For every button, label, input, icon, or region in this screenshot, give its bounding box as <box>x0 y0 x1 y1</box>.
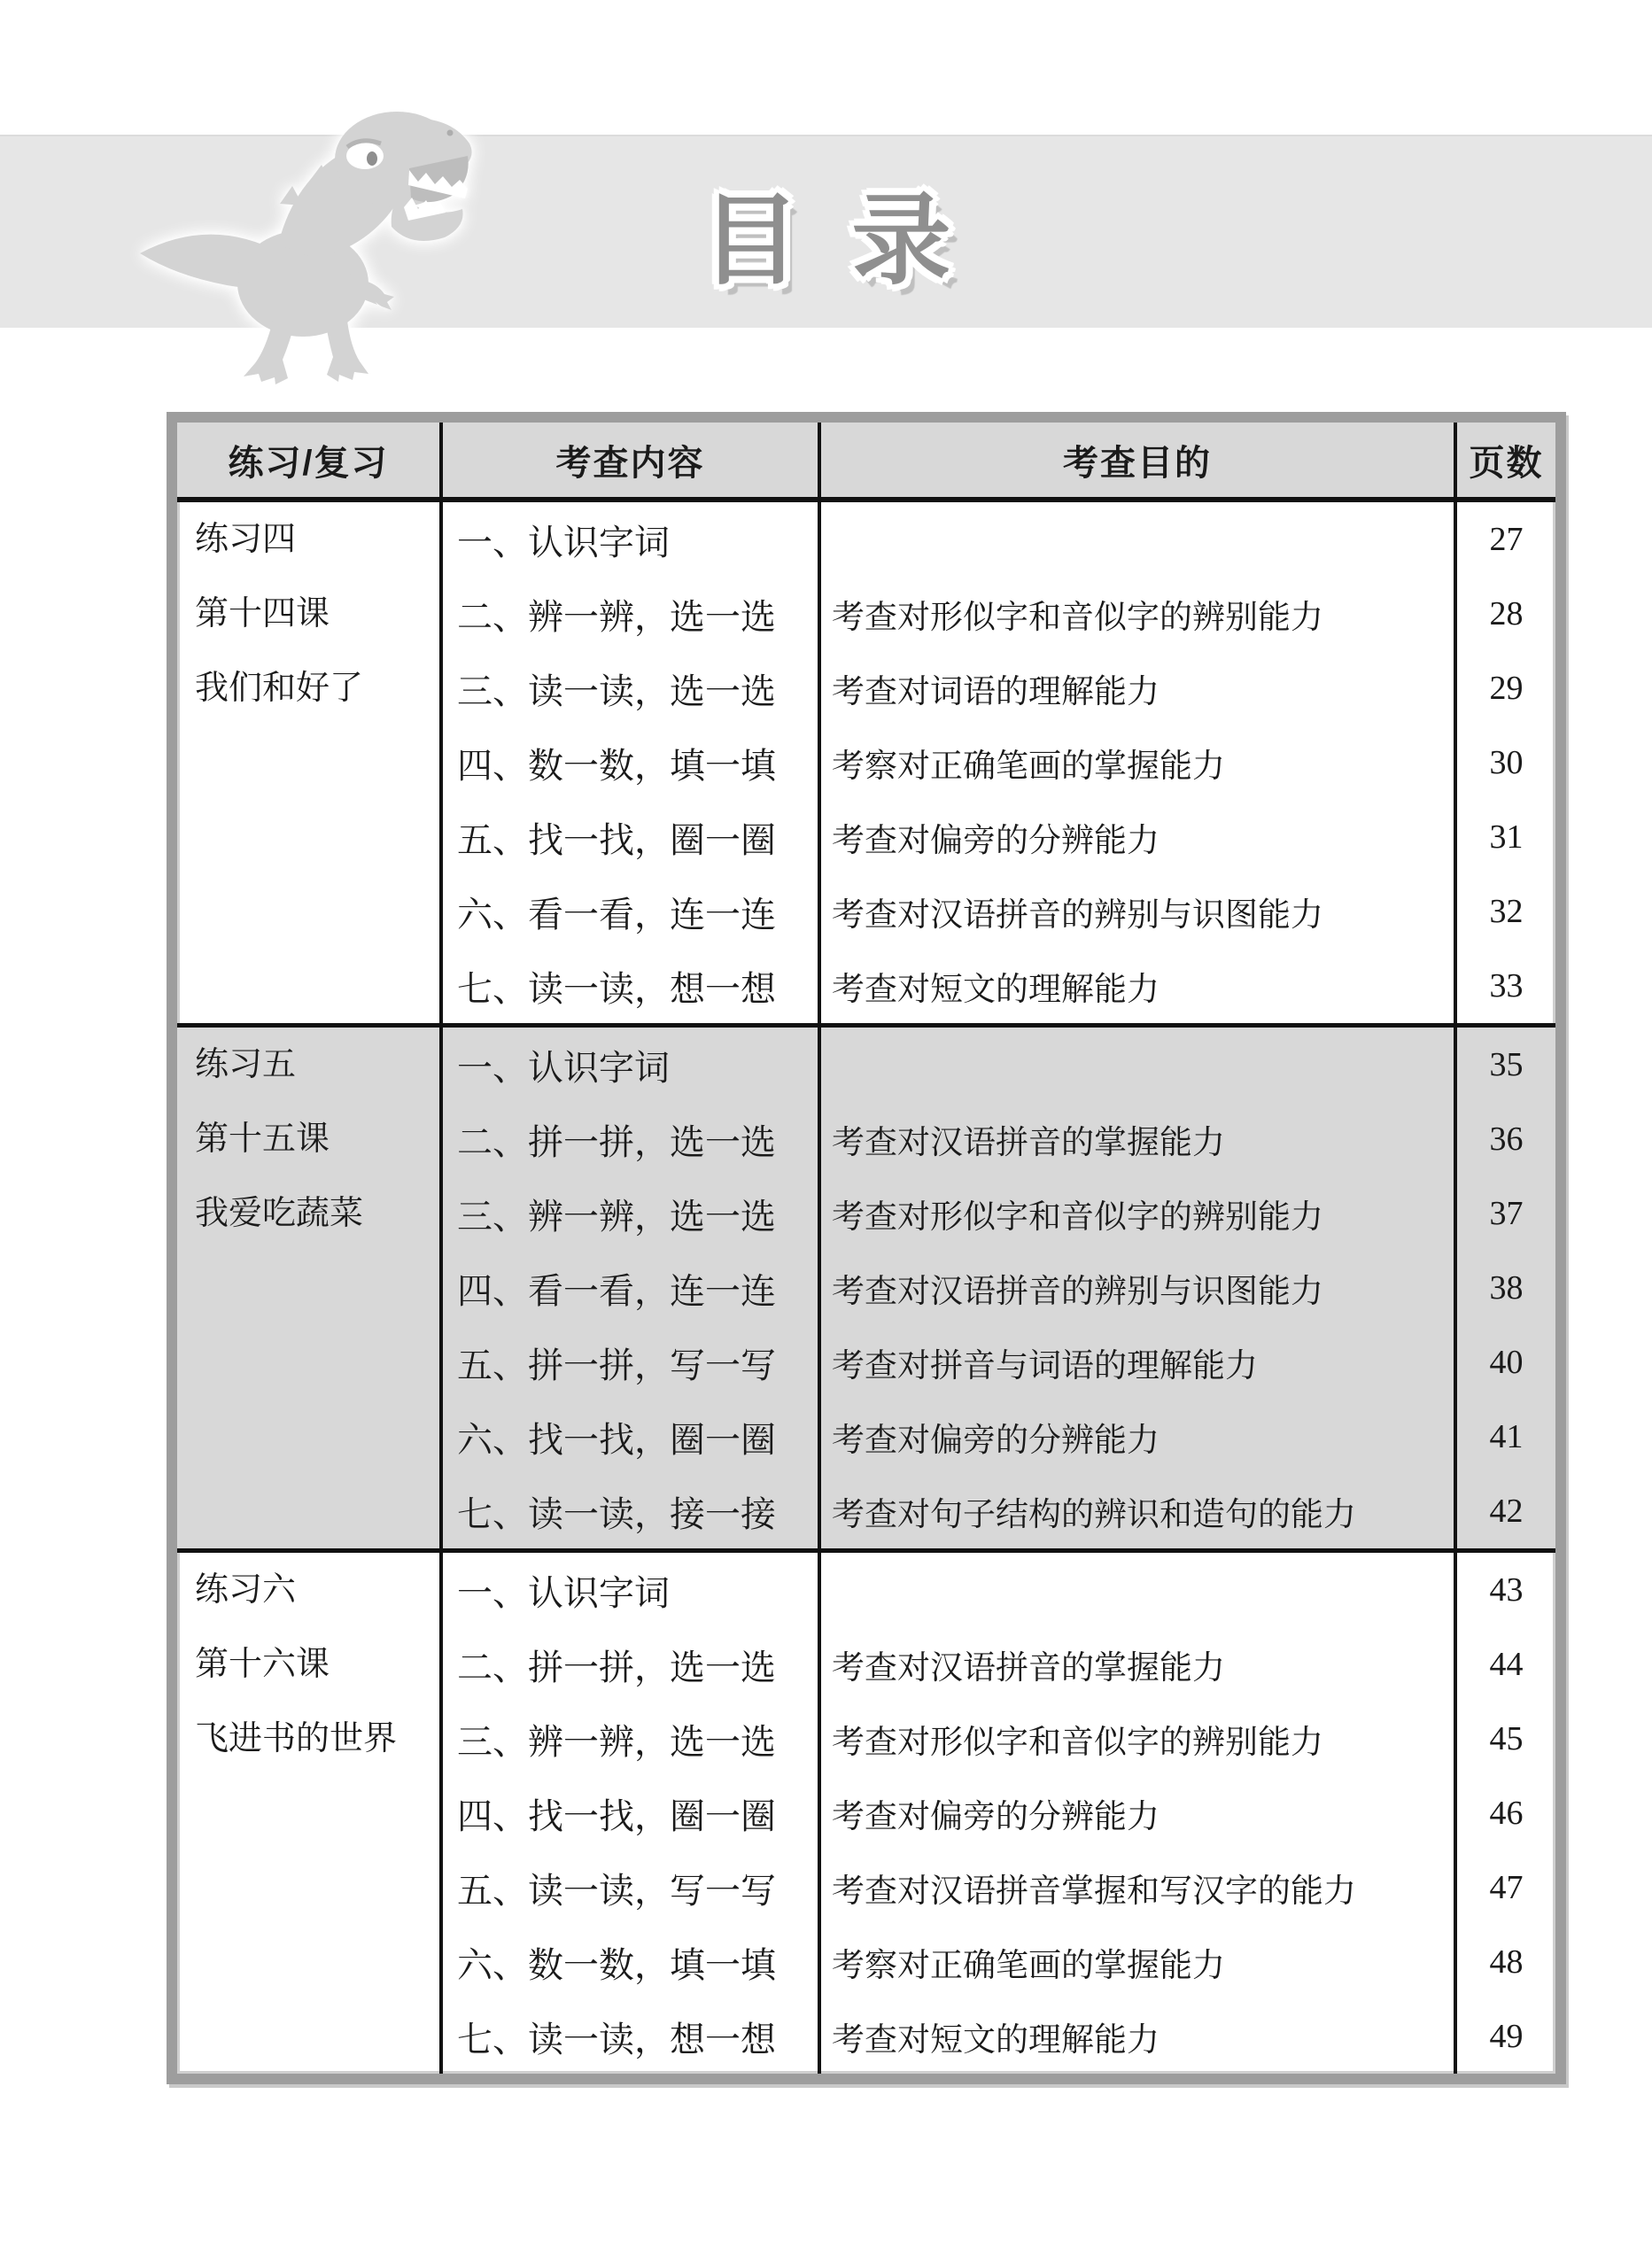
purpose-cell: 考查对形似字和音似字的辨别能力 <box>821 577 1457 651</box>
content-cell: 二、拼一拼，选一选 <box>443 1102 821 1176</box>
dino-leg-right <box>326 321 368 382</box>
purpose-cell: 考查对偏旁的分辨能力 <box>821 1776 1457 1850</box>
purpose-cell: 考查对偏旁的分辨能力 <box>821 1400 1457 1474</box>
page-number-cell: 35 <box>1489 1046 1524 1083</box>
content-cell: 五、拼一拼，写一写 <box>443 1325 821 1400</box>
exercise-cell <box>177 1028 443 1548</box>
page-number-cell: 32 <box>1489 893 1524 930</box>
content-cell: 二、辨一辨，选一选 <box>443 577 821 651</box>
section-exercise-4 <box>177 502 1555 1023</box>
content-cell: 一、认识字词 <box>443 1553 821 1627</box>
section-exercise-6 <box>177 1548 1555 2074</box>
content-cell: 三、辨一辨，选一选 <box>443 1702 821 1776</box>
page-number-cell: 41 <box>1489 1418 1524 1455</box>
content-cell: 六、看一看，连一连 <box>443 874 821 949</box>
header-content: 考查内容 <box>443 423 821 497</box>
dino-nostril <box>447 130 454 136</box>
exercise-cell <box>177 502 443 1023</box>
content-cell: 五、读一读，写一写 <box>443 1850 821 1925</box>
purpose-cell <box>821 1553 1457 1627</box>
exercise-label: 练习四 <box>195 521 297 558</box>
page-number-cell: 46 <box>1489 1795 1524 1832</box>
content-cell: 四、数一数，填一填 <box>443 725 821 800</box>
page-number-cell: 30 <box>1489 744 1524 781</box>
header-purpose: 考查目的 <box>821 423 1457 497</box>
content-cell: 六、数一数，填一填 <box>443 1925 821 1999</box>
content-cell: 二、拼一拼，选一选 <box>443 1627 821 1702</box>
dino-leg-left <box>244 321 294 384</box>
page-number-cell: 38 <box>1489 1269 1524 1307</box>
page-number-cell: 27 <box>1489 521 1524 558</box>
lesson-title-label: 飞进书的世界 <box>195 1720 398 1757</box>
purpose-cell <box>821 502 1457 577</box>
content-cell: 七、读一读，想一想 <box>443 949 821 1023</box>
page-number-cell: 47 <box>1489 1869 1524 1906</box>
lesson-label: 第十五课 <box>195 1121 330 1158</box>
purpose-cell: 考查对词语的理解能力 <box>821 651 1457 725</box>
content-cell: 七、读一读，想一想 <box>443 1999 821 2074</box>
page-number-cell: 36 <box>1489 1121 1524 1158</box>
purpose-cell: 考查对短文的理解能力 <box>821 1999 1457 2074</box>
section-exercise-5 <box>177 1023 1555 1548</box>
page-number-cell: 49 <box>1489 2018 1524 2055</box>
purpose-cell: 考查对汉语拼音的掌握能力 <box>821 1627 1457 1702</box>
purpose-cell: 考查对汉语拼音的掌握能力 <box>821 1102 1457 1176</box>
exercise-cell <box>177 1553 443 2074</box>
lesson-title-label: 我爱吃蔬菜 <box>195 1195 364 1232</box>
exercise-label: 练习六 <box>195 1571 297 1609</box>
dinosaur-image <box>138 92 478 384</box>
header-exercise: 练习/复习 <box>177 423 443 497</box>
purpose-cell: 考查对拼音与词语的理解能力 <box>821 1325 1457 1400</box>
purpose-cell <box>821 1028 1457 1102</box>
dino-pupil <box>367 151 377 166</box>
page-number-cell: 40 <box>1489 1344 1524 1381</box>
lesson-label: 第十六课 <box>195 1646 330 1683</box>
content-cell: 一、认识字词 <box>443 502 821 577</box>
purpose-cell: 考查对汉语拼音的辨别与识图能力 <box>821 1251 1457 1325</box>
page-number-cell: 33 <box>1489 967 1524 1004</box>
page-number-cell: 42 <box>1489 1493 1524 1530</box>
purpose-cell: 考查对句子结构的辨识和造句的能力 <box>821 1474 1457 1548</box>
exercise-label: 练习五 <box>195 1046 297 1083</box>
header-page: 页数 <box>1469 443 1544 483</box>
purpose-cell: 考查对形似字和音似字的辨别能力 <box>821 1176 1457 1251</box>
purpose-cell: 考查对汉语拼音掌握和写汉字的能力 <box>821 1850 1457 1925</box>
content-cell: 六、找一找，圈一圈 <box>443 1400 821 1474</box>
content-cell: 三、读一读，选一选 <box>443 651 821 725</box>
table-header-row <box>177 423 1555 502</box>
page-number-cell: 28 <box>1489 595 1524 632</box>
content-cell: 四、找一找，圈一圈 <box>443 1776 821 1850</box>
content-cell: 三、辨一辨，选一选 <box>443 1176 821 1251</box>
purpose-cell: 考查对汉语拼音的辨别与识图能力 <box>821 874 1457 949</box>
page-number-cell: 44 <box>1489 1646 1524 1683</box>
toc-table <box>167 412 1566 2084</box>
page-title <box>702 161 951 304</box>
purpose-cell: 考查对短文的理解能力 <box>821 949 1457 1023</box>
content-cell: 一、认识字词 <box>443 1028 821 1102</box>
page-number-cell: 29 <box>1489 670 1524 707</box>
purpose-cell: 考察对正确笔画的掌握能力 <box>821 1925 1457 1999</box>
purpose-cell: 考查对偏旁的分辨能力 <box>821 800 1457 874</box>
page-number-cell: 45 <box>1489 1720 1524 1757</box>
content-cell: 五、找一找，圈一圈 <box>443 800 821 874</box>
page-title-char-2: 录 <box>851 184 951 296</box>
page-number-cell: 48 <box>1489 1943 1524 1981</box>
page-number-cell: 31 <box>1489 818 1524 856</box>
page-number-cell: 43 <box>1489 1571 1524 1609</box>
purpose-cell: 考查对形似字和音似字的辨别能力 <box>821 1702 1457 1776</box>
page-title-char-1: 目 <box>701 184 801 296</box>
content-cell: 四、看一看，连一连 <box>443 1251 821 1325</box>
purpose-cell: 考察对正确笔画的掌握能力 <box>821 725 1457 800</box>
lesson-label: 第十四课 <box>195 595 330 632</box>
page-number-cell: 37 <box>1489 1195 1524 1232</box>
lesson-title-label: 我们和好了 <box>195 670 364 707</box>
content-cell: 七、读一读，接一接 <box>443 1474 821 1548</box>
